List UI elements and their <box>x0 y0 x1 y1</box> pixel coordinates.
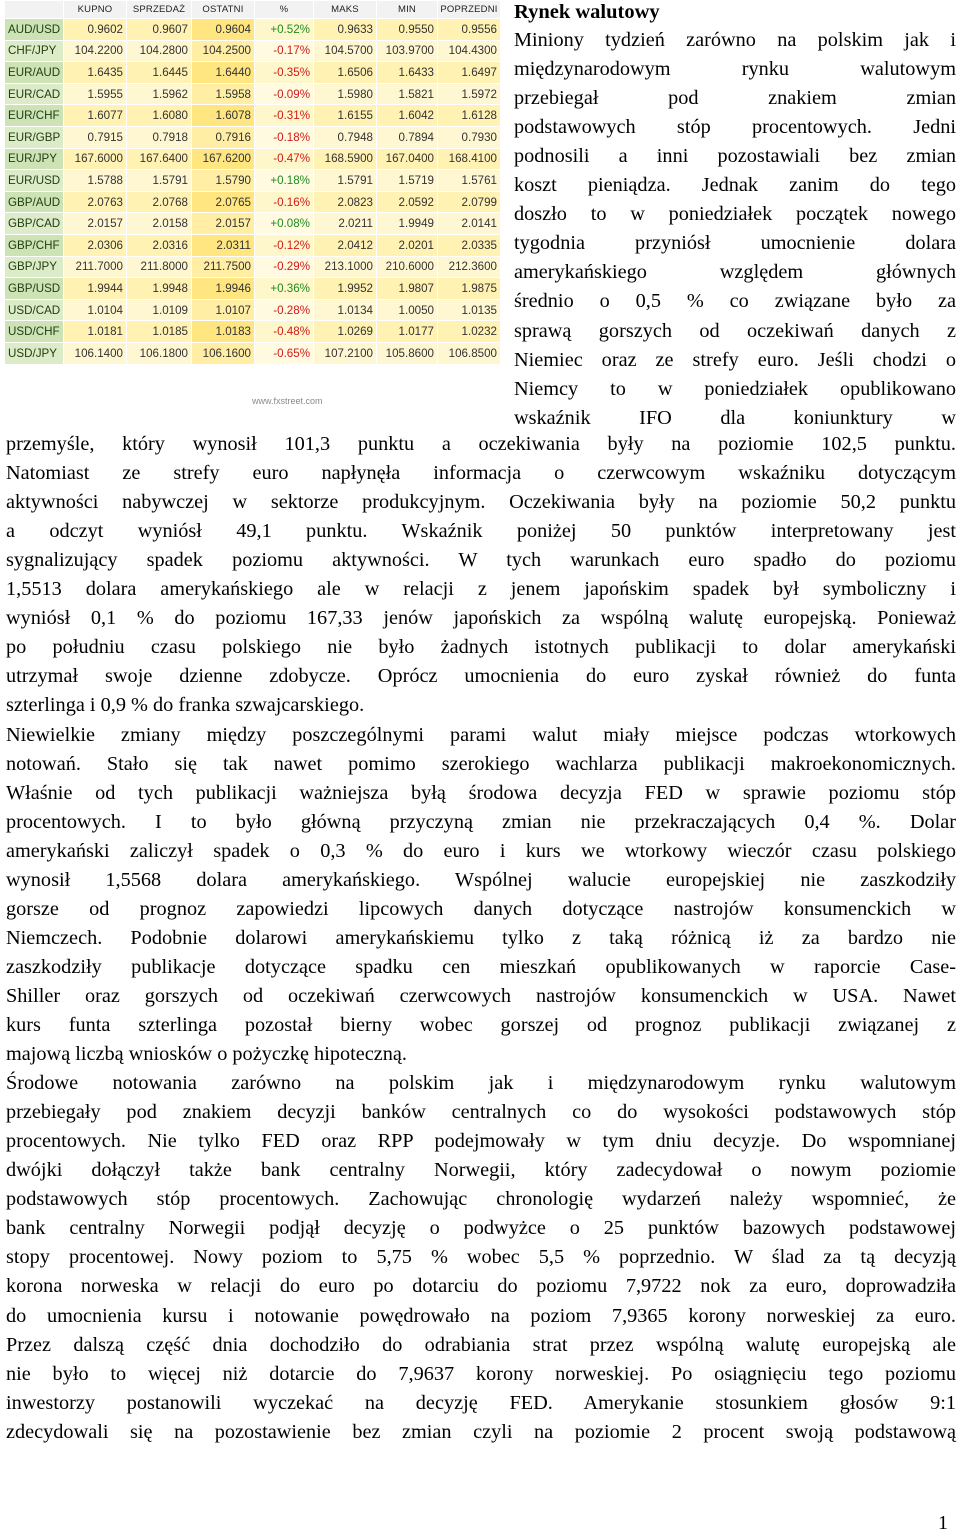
cell-pct: -0.48% <box>255 321 313 342</box>
cell-last: 1.5958 <box>192 84 254 105</box>
cell-ask: 2.0158 <box>127 213 191 234</box>
cell-bid: 1.6435 <box>64 62 126 83</box>
cell-low: 103.9700 <box>377 41 437 62</box>
cell-prev: 168.4100 <box>438 149 500 170</box>
cell-low: 2.0592 <box>377 192 437 213</box>
cell-high: 104.5700 <box>314 41 376 62</box>
text-line: podnosili a inni pozostawiali bez zmian <box>514 145 956 167</box>
text-line: Niemcy to w poniedziałek opublikowano <box>514 378 956 400</box>
cell-pct: -0.28% <box>255 300 313 321</box>
table-row <box>5 300 500 321</box>
cell-high: 0.7948 <box>314 127 376 148</box>
text-line: Natomiast ze strefy euro napłynęła informacja o czerwcowym wskaźniku dotyczącym <box>6 462 956 484</box>
cell-high: 1.6506 <box>314 62 376 83</box>
table-row <box>5 343 500 364</box>
header-prev: POPRZEDNI <box>438 1 500 18</box>
cell-high: 1.0269 <box>314 321 376 342</box>
text-line: nie było to więcej niż dotarcie do 7,9637 korony norweskiej. Po osiągnięciu tego poziomu <box>6 1363 956 1385</box>
text-line: Przez dalszą część dnia dochodziło do odrabiania strat przez wspólną walutę europejską ale <box>6 1334 956 1356</box>
cell-pair: AUD/USD <box>5 19 63 40</box>
text-line: wskaźnik IFO dla koniunktury w <box>514 407 956 429</box>
cell-ask: 2.0768 <box>127 192 191 213</box>
cell-high: 1.5980 <box>314 84 376 105</box>
cell-prev: 212.3600 <box>438 257 500 278</box>
text-line: dwójki dołączył także bank centralny Norwegii, który zadecydował o nowym poziomie <box>6 1159 956 1181</box>
text-line: Właśnie od tych publikacji ważniejsza byłą środowa decyzja FED w sprawie poziomu stóp <box>6 782 956 804</box>
cell-high: 1.5791 <box>314 170 376 191</box>
cell-low: 210.6000 <box>377 257 437 278</box>
cell-pct: -0.31% <box>255 105 313 126</box>
table-row <box>5 149 500 170</box>
cell-last: 211.7500 <box>192 257 254 278</box>
cell-low: 1.6433 <box>377 62 437 83</box>
cell-pct: -0.35% <box>255 62 313 83</box>
cell-pct: -0.65% <box>255 343 313 364</box>
cell-bid: 167.6000 <box>64 149 126 170</box>
cell-ask: 1.0109 <box>127 300 191 321</box>
cell-pair: GBP/JPY <box>5 257 63 278</box>
cell-prev: 1.5972 <box>438 84 500 105</box>
text-line: podstawowych stóp procentowych. Jedni <box>514 116 956 138</box>
text-line: zaszkodziły publikacje dotyczące spadku cen mieszkań opublikowanych w raporcie Case- <box>6 956 956 978</box>
cell-ask: 167.6400 <box>127 149 191 170</box>
cell-prev: 2.0141 <box>438 213 500 234</box>
cell-last: 106.1600 <box>192 343 254 364</box>
cell-high: 1.9952 <box>314 278 376 299</box>
cell-low: 167.0400 <box>377 149 437 170</box>
cell-bid: 2.0306 <box>64 235 126 256</box>
cell-ask: 0.7918 <box>127 127 191 148</box>
cell-bid: 1.6077 <box>64 105 126 126</box>
text-line: procentowych. I to było główną przyczyną zmian nie przekraczających 0,4 %. Dolar <box>6 811 956 833</box>
cell-pct: -0.16% <box>255 192 313 213</box>
cell-bid: 2.0763 <box>64 192 126 213</box>
header-pair <box>5 1 63 18</box>
header-high: MAKS <box>314 1 376 18</box>
cell-ask: 1.6080 <box>127 105 191 126</box>
cell-bid: 1.5955 <box>64 84 126 105</box>
table-row <box>5 257 500 278</box>
cell-pair: EUR/JPY <box>5 149 63 170</box>
cell-pct: +0.52% <box>255 19 313 40</box>
cell-ask: 1.5962 <box>127 84 191 105</box>
cell-ask: 104.2800 <box>127 41 191 62</box>
cell-pair: USD/CHF <box>5 321 63 342</box>
cell-low: 1.5821 <box>377 84 437 105</box>
cell-bid: 1.0181 <box>64 321 126 342</box>
cell-prev: 106.8500 <box>438 343 500 364</box>
cell-pair: GBP/USD <box>5 278 63 299</box>
cell-low: 1.9807 <box>377 278 437 299</box>
cell-bid: 1.0104 <box>64 300 126 321</box>
cell-pct: -0.12% <box>255 235 313 256</box>
cell-prev: 1.0232 <box>438 321 500 342</box>
cell-pct: +0.08% <box>255 213 313 234</box>
cell-last: 1.0107 <box>192 300 254 321</box>
cell-high: 107.2100 <box>314 343 376 364</box>
cell-pair: GBP/AUD <box>5 192 63 213</box>
fx-rates-table <box>4 0 501 365</box>
text-line: Niemiec oraz ze strefy euro. Jeśli chodzi o <box>514 349 956 371</box>
cell-last: 104.2500 <box>192 41 254 62</box>
table-header-row <box>5 1 500 18</box>
cell-last: 2.0765 <box>192 192 254 213</box>
cell-prev: 0.9556 <box>438 19 500 40</box>
header-ask: SPRZEDAŻ <box>127 1 191 18</box>
text-line: korona norweska w relacji do euro po dotarciu do poziomu 7,9722 nok za euro, doprowadziła <box>6 1275 956 1297</box>
cell-ask: 1.5791 <box>127 170 191 191</box>
text-line: utrzymał swoje dzienne zdobycze. Oprócz umocnienia do euro zyskał również do funta <box>6 665 956 687</box>
cell-bid: 0.7915 <box>64 127 126 148</box>
table-source: www.fxstreet.com <box>252 396 323 406</box>
cell-pair: EUR/USD <box>5 170 63 191</box>
text-line: koszt pieniądza. Jednak zanim do tego <box>514 174 956 196</box>
text-line: po południu czasu polskiego nie było żadnych istotnych publikacji to dolar amerykański <box>6 636 956 658</box>
header-bid: KUPNO <box>64 1 126 18</box>
cell-bid: 1.5788 <box>64 170 126 191</box>
text-line: bank centralny Norwegii podjął decyzję o podwyżce o 25 punktów bazowych podstawowej <box>6 1217 956 1239</box>
table-row <box>5 192 500 213</box>
text-line: sprawą gorszych od oczekiwań danych z <box>514 320 956 342</box>
cell-pct: -0.29% <box>255 257 313 278</box>
cell-pct: +0.36% <box>255 278 313 299</box>
cell-low: 1.0050 <box>377 300 437 321</box>
text-line: przebiegały pod znakiem decyzji banków centralnych co do wysokości podstawowych stóp <box>6 1101 956 1123</box>
cell-bid: 106.1400 <box>64 343 126 364</box>
text-line: gorsze od prognoz zapowiedzi lipcowych danych dotyczące nastrojów konsumenckich w <box>6 898 956 920</box>
text-line: Shiller oraz gorszych od oczekiwań czerwcowych nastrojów konsumenckich w USA. Nawet <box>6 985 956 1007</box>
text-line: Środowe notowania zarówno na polskim jak i międzynarodowym rynku walutowym <box>6 1072 956 1094</box>
cell-pct: +0.18% <box>255 170 313 191</box>
text-line: wynosił 1,5568 dolara amerykańskiego. Wspólnej walucie europejskiej nie zaszkodziły <box>6 869 956 891</box>
cell-last: 0.9604 <box>192 19 254 40</box>
cell-pair: EUR/GBP <box>5 127 63 148</box>
cell-last: 1.5790 <box>192 170 254 191</box>
cell-last: 1.6440 <box>192 62 254 83</box>
text-line: notowań. Stało się tak nawet pomimo szerokiego wachlarza publikacji makroekonomicznych. <box>6 753 956 775</box>
text-line: Miniony tydzień zarówno na polskim jak i <box>514 29 956 51</box>
cell-ask: 211.8000 <box>127 257 191 278</box>
table-row <box>5 213 500 234</box>
cell-low: 0.9550 <box>377 19 437 40</box>
cell-pct: -0.18% <box>255 127 313 148</box>
cell-prev: 1.9875 <box>438 278 500 299</box>
table-row <box>5 278 500 299</box>
cell-high: 1.6155 <box>314 105 376 126</box>
text-line: średnio o 0,5 % co związane było za <box>514 290 956 312</box>
cell-low: 1.5719 <box>377 170 437 191</box>
text-line: doszło to w poniedziałek początek nowego <box>514 203 956 225</box>
cell-last: 1.0183 <box>192 321 254 342</box>
table-row <box>5 170 500 191</box>
cell-pair: USD/JPY <box>5 343 63 364</box>
cell-pct: -0.17% <box>255 41 313 62</box>
cell-prev: 104.4300 <box>438 41 500 62</box>
cell-pair: EUR/CHF <box>5 105 63 126</box>
table-row <box>5 19 500 40</box>
cell-high: 2.0823 <box>314 192 376 213</box>
cell-low: 1.0177 <box>377 321 437 342</box>
text-line: wyniósł 0,1 % do poziomu 167,33 jenów japońskich za wspólną walutę europejską. Ponieważ <box>6 607 956 629</box>
cell-prev: 1.6497 <box>438 62 500 83</box>
cell-bid: 2.0157 <box>64 213 126 234</box>
page-number: 1 <box>938 1512 948 1534</box>
cell-high: 213.1000 <box>314 257 376 278</box>
text-line: przebiegał pod znakiem zmian <box>514 87 956 109</box>
header-last: OSTATNI <box>192 1 254 18</box>
cell-prev: 1.5761 <box>438 170 500 191</box>
cell-ask: 0.9607 <box>127 19 191 40</box>
cell-prev: 2.0799 <box>438 192 500 213</box>
cell-ask: 2.0316 <box>127 235 191 256</box>
cell-prev: 0.7930 <box>438 127 500 148</box>
cell-low: 1.6042 <box>377 105 437 126</box>
cell-high: 0.9633 <box>314 19 376 40</box>
table-row <box>5 105 500 126</box>
cell-bid: 211.7000 <box>64 257 126 278</box>
header-low: MIN <box>377 1 437 18</box>
cell-bid: 104.2200 <box>64 41 126 62</box>
cell-prev: 2.0335 <box>438 235 500 256</box>
text-line: przemyśle, który wynosił 101,3 punktu a oczekiwania były na poziomie 102,5 punktu. <box>6 433 956 455</box>
cell-pair: GBP/CHF <box>5 235 63 256</box>
text-line: zdecydowali się na pozostawienie bez zmian czyli na poziomie 2 procent swoją podstawową <box>6 1421 956 1443</box>
cell-pair: EUR/AUD <box>5 62 63 83</box>
cell-ask: 1.9948 <box>127 278 191 299</box>
cell-pair: CHF/JPY <box>5 41 63 62</box>
text-line: a odczyt wyniósł 49,1 punktu. Wskaźnik poniżej 50 punktów interpretowany jest <box>6 520 956 542</box>
table-row <box>5 127 500 148</box>
cell-pair: EUR/CAD <box>5 84 63 105</box>
text-line: podstawowych stóp procentowych. Zachowując chronologię wydarzeń należy wspomnieć, że <box>6 1188 956 1210</box>
cell-ask: 106.1800 <box>127 343 191 364</box>
text-line: 1,5513 dolara amerykańskiego ale w relacji z jenem japońskim spadek był symboliczny i <box>6 578 956 600</box>
cell-last: 167.6200 <box>192 149 254 170</box>
cell-low: 0.7894 <box>377 127 437 148</box>
table-row <box>5 62 500 83</box>
text-line: Niemczech. Podobnie dolarowi amerykańskiemu tylko z taką różnicą iż za bardzo nie <box>6 927 956 949</box>
text-line: szterlinga i 0,9 % do franka szwajcarskiego. <box>6 694 365 716</box>
fx-rates-table-image <box>4 0 498 416</box>
table-row <box>5 235 500 256</box>
text-line: sygnalizujący spadek poziomu aktywności. W tych warunkach euro spadło do poziomu <box>6 549 956 571</box>
cell-last: 1.9946 <box>192 278 254 299</box>
table-row <box>5 321 500 342</box>
cell-bid: 1.9944 <box>64 278 126 299</box>
cell-high: 1.0134 <box>314 300 376 321</box>
cell-high: 2.0211 <box>314 213 376 234</box>
text-line: do umocnienia kursu i notowanie powędrowało na poziom 7,9365 korony norweskiej za euro. <box>6 1305 956 1327</box>
cell-last: 2.0311 <box>192 235 254 256</box>
cell-prev: 1.6128 <box>438 105 500 126</box>
text-line: majową liczbą wniosków o pożyczkę hipoteczną. <box>6 1043 407 1065</box>
text-line: tygodnia przyniósł umocnienie dolara <box>514 232 956 254</box>
cell-pct: -0.09% <box>255 84 313 105</box>
text-line: inwestorzy postanowili wyczekać na decyzję FED. Amerykanie stosunkiem głosów 9:1 <box>6 1392 956 1414</box>
table-row <box>5 41 500 62</box>
text-line: kurs funta szterlinga pozostał bierny wobec gorszej od prognoz publikacji związanej z <box>6 1014 956 1036</box>
cell-last: 2.0157 <box>192 213 254 234</box>
cell-ask: 1.0185 <box>127 321 191 342</box>
table-row <box>5 84 500 105</box>
cell-last: 1.6078 <box>192 105 254 126</box>
table-body <box>5 19 500 364</box>
cell-high: 2.0412 <box>314 235 376 256</box>
cell-last: 0.7916 <box>192 127 254 148</box>
text-line: procentowych. Nie tylko FED oraz RPP podejmowały w tym dniu decyzje. Do wspomnianej <box>6 1130 956 1152</box>
cell-low: 2.0201 <box>377 235 437 256</box>
text-line: Niewielkie zmiany między poszczególnymi parami walut miały miejsce podczas wtorkowych <box>6 724 956 746</box>
cell-low: 1.9949 <box>377 213 437 234</box>
cell-ask: 1.6445 <box>127 62 191 83</box>
cell-prev: 1.0135 <box>438 300 500 321</box>
cell-pair: GBP/CAD <box>5 213 63 234</box>
cell-pair: USD/CAD <box>5 300 63 321</box>
cell-low: 105.8600 <box>377 343 437 364</box>
text-line: stopy procentowej. Nowy poziom to 5,75 % wobec 5,5 % poprzednio. W ślad za tą decyzją <box>6 1246 956 1268</box>
text-line: amerykańskiego względem głównych <box>514 261 956 283</box>
text-line: międzynarodowym rynku walutowym <box>514 58 956 80</box>
text-line: aktywności nabywczej w sektorze produkcyjnym. Oczekiwania były na poziomie 50,2 punktu <box>6 491 956 513</box>
text-line: amerykański zaliczył spadek o 0,3 % do euro i kurs we wtorkowy wieczór czasu polskiego <box>6 840 956 862</box>
cell-bid: 0.9602 <box>64 19 126 40</box>
article-heading: Rynek walutowy <box>514 1 660 23</box>
cell-pct: -0.47% <box>255 149 313 170</box>
cell-high: 168.5900 <box>314 149 376 170</box>
header-pct: % <box>255 1 313 18</box>
